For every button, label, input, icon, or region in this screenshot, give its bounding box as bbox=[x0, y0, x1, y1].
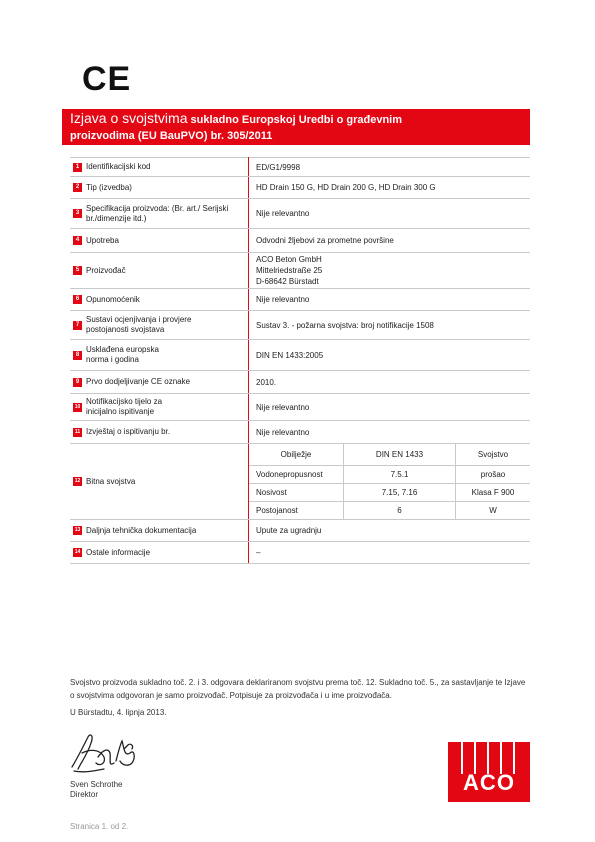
item-number: 6 bbox=[73, 295, 82, 304]
row-value: 2010. bbox=[249, 371, 531, 394]
row-value: Odvodni žljebovi za prometne površine bbox=[249, 229, 531, 253]
document-title bbox=[62, 109, 530, 145]
property-name: Postojanost bbox=[249, 502, 344, 520]
signature-image bbox=[64, 727, 144, 779]
property-clause: 7.5.1 bbox=[344, 466, 456, 484]
row-label: Notifikacijsko tijelo za inicijalno ispitivanje bbox=[86, 397, 163, 416]
ce-mark: CE bbox=[82, 60, 132, 98]
properties-cell bbox=[249, 444, 531, 520]
item-number: 3 bbox=[73, 209, 82, 218]
row-value: DIN EN 1433:2005 bbox=[249, 340, 531, 371]
table-row bbox=[70, 520, 530, 542]
row-value: Nije relevantno bbox=[249, 289, 531, 311]
title-rest: sukladno Europskoj Uredbi o građevnim bbox=[187, 114, 403, 126]
table-row bbox=[70, 158, 530, 177]
row-value: – bbox=[249, 542, 531, 564]
table-row bbox=[70, 542, 530, 564]
table-row bbox=[70, 394, 530, 421]
properties-header-row bbox=[249, 444, 530, 466]
manufacturer-street: Mittelriedstraße 25 bbox=[256, 266, 323, 275]
property-name: Nosivost bbox=[249, 484, 344, 502]
item-number: 11 bbox=[74, 428, 81, 435]
properties-table bbox=[249, 444, 530, 519]
row-label: Upotreba bbox=[86, 235, 119, 245]
manufacturer-city: D-68642 Bürstadt bbox=[256, 277, 319, 286]
row-label: Sustavi ocjenjivanja i provjere postojanosti svojstava bbox=[86, 315, 192, 334]
property-value: prošao bbox=[456, 466, 531, 484]
table-row bbox=[70, 371, 530, 394]
row-value: Upute za ugradnju bbox=[249, 520, 531, 542]
item-number: 12 bbox=[74, 478, 81, 484]
item-number: 10 bbox=[74, 403, 81, 410]
row-value: Nije relevantno bbox=[249, 199, 531, 229]
item-number: 2 bbox=[73, 183, 82, 192]
item-number: 14 bbox=[74, 549, 81, 555]
row-label: Tip (izvedba) bbox=[86, 182, 132, 192]
property-value: W bbox=[456, 502, 531, 520]
conformity-statement: Svojstvo proizvoda sukladno toč. 2. i 3. odgovara deklariranom svojstvu prema toč. 12. Sukladno toč. 5., za sastavljanje te Izjave o svojstvima odgovoran je samo proizvođač. Potpisuje za proizvođača i u ime proizvođača. bbox=[70, 678, 526, 700]
table-row bbox=[70, 177, 530, 199]
logo-text: ACO bbox=[463, 770, 515, 795]
row-value: Nije relevantno bbox=[249, 421, 531, 444]
row-value: HD Drain 150 G, HD Drain 200 G, HD Drain 300 G bbox=[249, 177, 531, 199]
property-value: Klasa F 900 bbox=[456, 484, 531, 502]
property-name: Vodonepropusnost bbox=[249, 466, 344, 484]
column-header: DIN EN 1433 bbox=[344, 444, 456, 466]
item-number: 13 bbox=[74, 527, 81, 533]
table-row bbox=[70, 340, 530, 371]
table-row bbox=[70, 421, 530, 444]
title-line2: proizvodima (EU BauPVO) br. 305/2011 bbox=[70, 130, 273, 142]
page-number: Stranica 1. od 2. bbox=[70, 822, 129, 831]
row-value: ED/G1/9998 bbox=[249, 158, 531, 177]
table-row bbox=[70, 311, 530, 340]
signer-title: Direktor bbox=[70, 790, 99, 799]
item-number: 7 bbox=[73, 321, 82, 330]
row-label: Bitna svojstva bbox=[86, 476, 136, 486]
row-label: Izvještaj o ispitivanju br. bbox=[86, 427, 171, 436]
declaration-table bbox=[70, 157, 530, 564]
properties-row bbox=[249, 466, 530, 484]
aco-logo bbox=[448, 742, 530, 802]
row-value: Nije relevantno bbox=[249, 394, 531, 421]
property-clause: 7.15, 7.16 bbox=[344, 484, 456, 502]
row-label: Specifikacija proizvoda: (Br. art./ Serijski br./dimenzije itd.) bbox=[86, 203, 229, 223]
item-number: 9 bbox=[73, 378, 82, 387]
row-label: Opunomoćenik bbox=[86, 294, 140, 304]
table-row bbox=[70, 289, 530, 311]
item-number: 8 bbox=[73, 351, 82, 360]
row-label: Daljnja tehnička dokumentacija bbox=[86, 525, 197, 535]
table-row bbox=[70, 229, 530, 253]
table-row bbox=[70, 253, 530, 289]
row-label: Ostale informacije bbox=[86, 547, 151, 557]
row-label: Identifikacijski kod bbox=[86, 162, 151, 171]
table-row bbox=[70, 199, 530, 229]
properties-row bbox=[249, 502, 530, 520]
item-number: 4 bbox=[73, 236, 82, 245]
properties-row bbox=[249, 484, 530, 502]
property-clause: 6 bbox=[344, 502, 456, 520]
manufacturer-name: ACO Beton GmbH bbox=[256, 255, 322, 264]
signer-name: Sven Schrothe bbox=[70, 780, 123, 789]
title-main: Izjava o svojstvima bbox=[70, 110, 188, 126]
row-label: Prvo dodjeljivanje CE oznake bbox=[86, 377, 191, 386]
row-value: Sustav 3. - požarna svojstva: broj notifikacije 1508 bbox=[249, 311, 531, 340]
row-label: Usklađena europska norma i godina bbox=[86, 345, 159, 364]
column-header: Svojstvo bbox=[456, 444, 531, 466]
item-number: 5 bbox=[73, 266, 82, 275]
signer-block bbox=[70, 780, 122, 800]
table-row bbox=[70, 444, 530, 520]
row-label: Proizvođač bbox=[86, 265, 126, 275]
column-header: Obilježje bbox=[249, 444, 344, 466]
place-date: U Bürstadtu, 4. lipnja 2013. bbox=[70, 708, 167, 717]
item-number: 1 bbox=[73, 163, 82, 172]
manufacturer-address bbox=[249, 253, 531, 289]
